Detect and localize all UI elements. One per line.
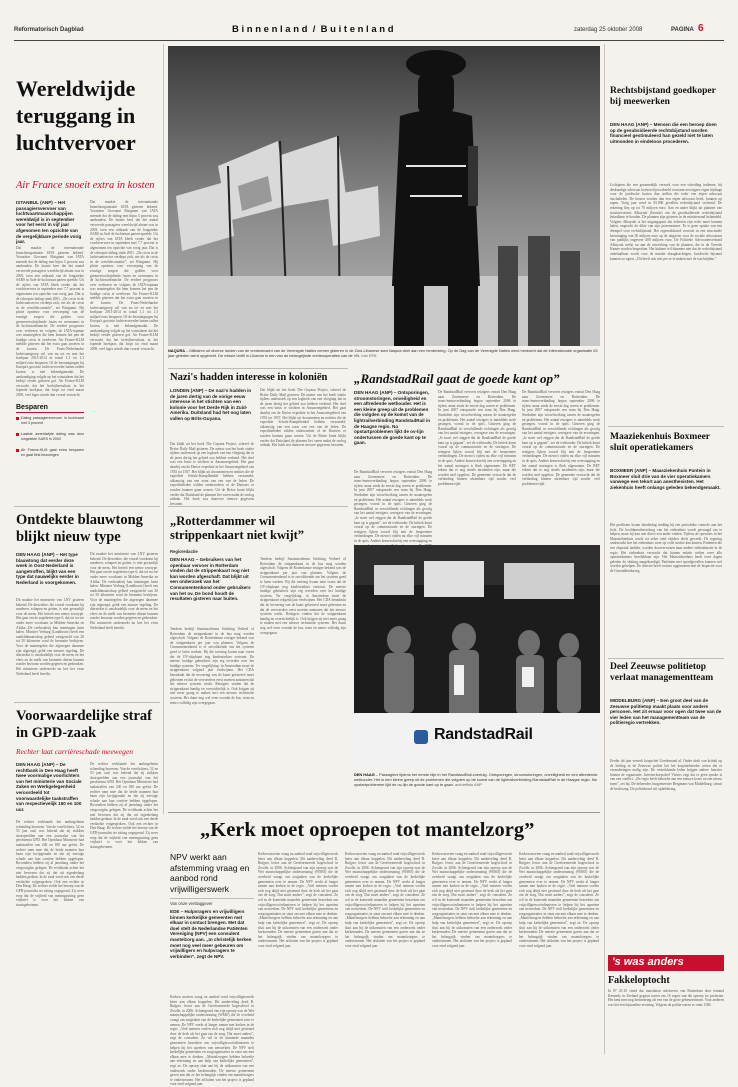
newspaper-name: Reformatorisch Dagblad [14, 27, 84, 33]
body-text-column-2: Tendens bedrijf Staatsmotbeum Stichting Verbeel of Rotterdam de strippenkaart in de bus mag worden afgeschaft. Volgens de Rotterdamse reiziger bekend was de strippenkaart per jaar van plannen. Volgens de Consumentenbond is er onvoldoende om het systeem goed te laten werken. Bij die toetsing kwam naar voren dat de OV-chipkaart nog kinderziektes vertoont. De meeste huidige gebruikers zijn erg tevreden over het huidige systeem. Ter vergelijking: in Amsterdam moet de strippenkaart volgend jaar verdwijnen. Het CDA benadrukt dat de invoering van de kaart gefaseerd moet gebeuren en dat de vervoerders eerst moeten aantonen dat het nieuwe systeem werkt. Reizigers vinden dat de strippenkaart handig en overzichtelijk is. Ook krijgen zij niet meer graag te maken met een nieuwe technische systeem. Het duurt nog wel even voordat de bus, tram en metro volledig zijn overgegaan. [260, 557, 346, 635]
lead-paragraph: DEN HAAG (ANP) – Mensen die een beroep doen op de gesubsidieerde rechtsbijstand worden financieel gestimuleerd han gezeld niet te laten uitmonden in eindeloos procederen. [610, 122, 717, 144]
article-gpd [16, 762, 158, 1054]
subheadline-gpd: Rechter laat carrièreschade meewegen [16, 747, 133, 756]
lead-paragraph: MIDDELBURG (ANP) – Een groot deel van de Zeeuwse politietop maakt plaats voor andere personen. Het zit ernaar voor ogen dat twee van de vier leden van het managementteam van de politieregio vertrekken. [610, 698, 722, 726]
besparen-title: Besparen [16, 404, 84, 413]
was-anders-badge: 's was anders [608, 955, 724, 971]
photo-randstadrail [354, 545, 600, 769]
article-mantelzorg [258, 852, 600, 1052]
headline-zeeuwse-politie: Deel Zeeuwse politietop verlaat managementteam [610, 662, 714, 683]
column-divider [604, 44, 605, 1054]
body-text: Kerken moeten vraag en aanbod rond vrijwilligerswerk beter aan elkaar koppelen. Dit aanbeveling deed R. Ruijper, lector aan de Gereformeerde hogeschool in Zwolle, in 2006. Achtergrond van zijn oproep was de Wet maatschappelijke ondersteuning (WMO) die de overheid vraagt om zorgtaken van de kerkelijke gemeenten over te nemen. De NPV werkt al langer samen met kerken in de regio. „Veel mensen voelen zich nog altijd niet gesteund door de kerk als het gaat om de zorg. Dat moet anders”, zegt de consulent. Ze wil in de komende maanden gemeenten bezoeken om vrijwilligerscoördinatoren te helpen bij het opzetten van netwerken. De NPV stelt kerkelijke gemeenten en zorgorganisaties in staat om met elkaar mee te denken. „Mantelzorgers hebben behoefte aan erkenning en aan hulp van kerkelijke gemeenten”, zegt ze. De oproep sluit aan bij de uitkomsten van een onderzoek onder kerkenraden. De meeste gemeenten gaven aan dat ze het belangrijk vinden om mantelzorgers te ondersteunen. Het afsluiten van het project is gepland voor eind volgend jaar. [170, 995, 254, 1087]
bullet-square-icon [16, 449, 19, 452]
headline-rotterdammer: „Rotterdammer wil strippenkaart niet kwijt” [170, 514, 305, 542]
byline: Van onze verslaggever [170, 898, 254, 906]
headline-gpd-zaak: Voorwaardelijke straf in GPD-zaak [16, 708, 152, 741]
body-text: Dit maakte het ministerie van LNV gisteren bekend. De dierziekte, die vooral voorkomt bij runderen, schapen en geiten, is niet gevaarlijk voor de mens. Het betreft een nieuw serotype. Het gaat om de zogeheten type 6, dat tot nu toe onder meer voorkomt in Midden-Amerika en Afrika. De veehouderij kan inentingen laten halen. Minister Verburg (Landbouw) heeft een raadslidmaatschap gebied vastgesteld van 20 tot 50 kilometer rond de besmette bedrijven. Voor de maatregelen die afgezegen daarmee zijn afgezegd, geldt een nieuwe regeling. De dierziekte is onschadelijk voor de mens en het vlees en de melk van besmette dieren kunnen zonder bezwaar worden gegeten en gedronken. Het ministerie onderzoekt nu hoe het virus Nederland heeft bereikt. [16, 598, 84, 676]
caption-text: – Militairen uit diverse landen van de vredesmacht van de Verenigde Naties nemen gisteren in de Zuid-Libanese stad Naqura deel aan een herdenking. Op de Dag van de Verenigde Naties werd herdacht dat de internationale organisatie 63 jaar geleden werd opgericht. De missie Unifil in Libanon is een van de belangrijkste vredesoperaties van de VN. [168, 348, 598, 358]
photo-naqura [168, 46, 600, 346]
article-blauwtong [16, 552, 158, 692]
mantelzorg-deck [170, 852, 254, 1087]
body-text-column-2: De RandstadRail vervoert reizigers vanuit Den Haag naar Zoetermeer en Rotterdam. De tram-/metroverbinding begon september 2006 te rijden, maar sinds de eerste dag waren er problemen. In juni 2007 ontspoorde een tram bij Den Haag. Sindsdien zijn wisselwerking tussen de maatregelen en problemen. Het aantal reizigers is inmiddels sterk gestegen, vooral in de spits. Gisteren ging de RandstadRail in verschillende richtingen als gevolg van het aantal reizigers, weergave van de ervaringen. „Je moet wel zeggen dat de RandstadRail de goede kant op is gegaan”, zei de wethouder. De kritiek komt vooral op de communicatie en de storingen. De reizigers lijken vooral blij met de frequentere verbindingen. De metro's rijden nu elke vijf minuten in de spits. Andere komen dan bij een overstapping en het aantal storingen is flink afgenomen. De RET erkent dat er nog steeds incidenten zijn, maar die worden snel opgelost. De gemeente verwacht dat de verbinding binnen afzienbare tijd zonder veel problemen rijdt. [438, 390, 516, 486]
headline-maasziekenhuis: Maaziekenhuis Boxmeer sluit operatiekamers [610, 432, 710, 453]
body-text: Dat blijkt uit het boek The Guyana Project, schreef de Britse Daily Mail gisteren. De auteur van het boek stuitte tijdens onderzoek op een logboek van een vliegtuig dat in de jaren dertig het gebied zou hebben verkend. Het doel was een basis te stichten in Amazonegebied. Het gaat daarbij om de Duitse expeditie in het Amazonegebied van 1935 tot 1937. Het blijkt uit documenten en notities die de expeditie Schulz-Kampfhenkel hebben verzameld, afkomstig van een zoon van een van de leden. De expeditieleden wilden onderzoeken of de Duitsers er zouden kunnen gaan wonen. Uit de Britse krant blijkt verder dat Duitsland de plannen liet varen nadat de oorlog uitbrak. Het boek zou daarover nieuwe gegevens bevatten. [170, 442, 254, 506]
besparen-box [16, 404, 84, 476]
lead-paragraph: DEN HAAG – Gebruikers van het openbaar vervoer in Rotterdam vinden dat de strippenkaart nog niet kan worden afgeschaft. Dat blijkt uit een onderzoek van het Consumentenbond onder gebruikers van het ov. De bond houdt de resultaten gisteren naar buiten. [170, 557, 251, 602]
caption-text: – Passagiers tijdens het eerste ritje in het RandstadRail-voertuig. Ontsporingen, stroomstoringen, onveiligheid en een aftredende wethouder. Het is een kleine greep uit de problemen die volgden op de komst van de lightrailverbinding RandstadRail in de Haagse regio. Na opstartproblemen lijkt de ov-lijn de goede kant op te gaan. [354, 772, 598, 787]
page-number: 6 [698, 23, 704, 34]
article-rechtsbijstand [610, 122, 722, 420]
body-text-column-3: Kerken moeten vraag en aanbod rond vrijwilligerswerk beter aan elkaar koppelen. Dit aanbeveling deed R. Ruijper, lector aan de Gereformeerde hogeschool in Zwolle, in 2006. Achtergrond van zijn oproep was de Wet maatschappelijke ondersteuning (WMO) die de overheid vraagt om zorgtaken van de kerkelijke gemeenten over te nemen. De NPV werkt al langer samen met kerken in de regio. „Veel mensen voelen zich nog altijd niet gesteund door de kerk als het gaat om de zorg. Dat moet anders”, zegt de consulent. Ze wil in de komende maanden gemeenten bezoeken om vrijwilligerscoördinatoren te helpen bij het opzetten van netwerken. De NPV stelt kerkelijke gemeenten en zorgorganisaties in staat om met elkaar mee te denken. „Mantelzorgers hebben behoefte aan erkenning en aan hulp van kerkelijke gemeenten”, zegt ze. De oproep sluit aan bij de uitkomsten van een onderzoek onder kerkenraden. De meeste gemeenten gaven aan dat ze het belangrijk vinden om mantelzorgers te ondersteunen. Het afsluiten van het project is gepland voor eind volgend jaar. [345, 852, 425, 948]
photo-randstadrail-caption [354, 773, 600, 793]
header-rule [14, 40, 724, 41]
lead-paragraph: EDE – Hulpvragers en vrijwilligers binnen kerkelijke gemeenten met elkaar in contact brengen. Met dat doel stelt de Nederlandse Patiënten Vereniging (NPV) een consulent mantelzorg aan. „In christelijk kerken moet nog veel meer gebeuren om vrijwilligers en hulpvragers te verbinden”, zegt de NPV. [170, 909, 252, 959]
was-anders-box [608, 955, 724, 1055]
lead-paragraph: DEN HAAG (ANP) – Het type blauwtong dat eerder deze week in Oost-Nederland is aangetroffen, blijkt van een type dat nauwelijks eerder in Nederland is voorgekomen. [16, 552, 79, 585]
body-text-column-2: Dat blijkt uit het boek The Guyana Project, schreef de Britse Daily Mail gisteren. De auteur van het boek stuitte tijdens onderzoek op een logboek van een vliegtuig dat in de jaren dertig het gebied zou hebben verkend. Het doel was een basis te stichten in Amazonegebied. Het gaat daarbij om de Duitse expeditie in het Amazonegebied van 1935 tot 1937. Het blijkt uit documenten en notities die de expeditie Schulz-Kampfhenkel hebben verzameld, afkomstig van een zoon van een van de leden. De expeditieleden wilden onderzoeken of de Duitsers er zouden kunnen gaan wonen. Uit de Britse krant blijkt verder dat Duitsland de plannen liet varen nadat de oorlog uitbrak. Het boek zou daarover nieuwe gegevens bevatten. [260, 388, 346, 448]
caption-label: DEN HAAG [354, 772, 375, 777]
body-text: De rechter verklaarde het ambtsgeheim schending bewezen. Van de voorlichters, 52 en 53 jaar oud, was bekend dat zij stukken doorspeelden aan een journalist van het persbureau GPD. Het Openbaar Ministerie had taakstraffen van 240 en 180 uur geëist. De rechter nam mee dat de beide mannen hun baan zijn kwijtgeraakt en dat zij ernstige schade aan hun carrière hebben opgelopen. Bovendien hebben zij al jarenlang onder het vergrootglas gelegen. De rechtbank achtte het niet bewezen dat zij dat uit eigenbelang hadden gedaan. In de zaak werd ook een derde verdachte vrijgesproken. Ook een rechter in Den Haag: De rechter stelde het beroep van de GPD-journalist ter zitting ongegrond. Zij wees erop dat de vrijheid van meningsuiting geen vrijbrief is voor het lekken van staatsgeheimen. [16, 820, 84, 907]
headline-fakkeloptocht: Fakkeloptocht [608, 975, 670, 986]
deck-text: NPV werkt aan afstemming vraag en aanbod rond vrijwilligerswerk [170, 852, 250, 894]
body-text: Het probleem kwam donderdag middag bij een periodieke controle aan het licht. De hoofdanesthesioloog van het ziekenhuis wordt gevraagd om te helpen, maar hij kan niet direct een ander vinden. Tijdens de operaties in het Maasziekenhuis wordt tot zeker eind oktober deels gewerkt. De regering onderzoekt hoe het ziekenhuis weer op volle sterkte kan komen. Patiënten die een afspraak hadden, worden doorverwezen naar andere ziekenhuizen in de regio. Het ziekenhuis verwacht dat binnen enkele weken weer alle operatiekamers beschikbaar zijn. Het Maasziekenhuis heeft twee dagen geleden de sluiting aangekondigd. Patiënten met spoedgevallen kunnen wel worden geholpen. De directie heeft contact opgenomen met de Inspectie voor de Gezondheidszorg. [610, 523, 722, 573]
caption-label: NAQURA [168, 348, 186, 353]
body-text: Lichtjaren die een gezamenlijk verzoek voor een scheiding indienen, bij deskundige advocaat hoeven bijvoorbeeld voortaan een lagere eigen bijdrage voor de juridische kosten dan stellen die ieder een eigen advocaat inschakelen. De kosten worden dan een eigen advocaat heeft, kunnen op rapen. Vorig jaar werd in 83.000 gevallen rechtsbijstand verleend. De rekening liep op tot 70 miljoen euro. Aan en ander blijkt uit plannen van staatssecretaris Albayrak (Justitie) om de gesubsidieerde rechtsbijstand betaalbaar te houden. De plannen zijn gisteren in de ministerraad behandeld. Volgens Albayrak is het uitgangspunt dat iedereen zijn recht moet kunnen halen, ongeacht de dikte van zijn portemonnee. Er is geen sprake van een drempel voor rechtsbijstand. Het regeerakkoord voorziet in een structurele bezuiniging van 50 miljoen euro op de uitgaven voor de sociale advocatuur van jaarlijks ongeveer 400 miljoen euro. De Politieke Advocatenverbond Albayrak werkt nu aan de uitwerking van de plannen, die in de Tweede Kamer worden besproken. Het kabinet wil daarmee niet dat de rechtsbijstand onbetaalbaar wordt voor de minder draagkrachtigen. Juridische bijstand kunnen zo rapen. „Dit heeft ook niet per se te maken met de wachttijden.” [610, 183, 722, 261]
article-rotterdammer [170, 557, 346, 802]
headline-luchtvervoer: Wereldwijde teruggang in luchtvervoer [16, 76, 136, 155]
randstadrail-logo: RandstadRail [434, 726, 533, 743]
headline-randstadrail: „RandstadRail gaat de goede kant op” [354, 371, 560, 386]
body-text-column-2: Dat maakte de internationale brancheorganisatie IATA gisteren bekend. Voorzitter Giovanni Bisignani van IATA meende dat de daling met bijna 3 procent zou aanhouden. De laatste keer dat het aantal vervoerde passagiers wereldwijd afnam was in 2003, toen een uitbraak van de longziekte SARS in Azië de luchtvaart parten speelde. Uit de cijfers van IATA bleek verder dat het vrachtvervoer in september met 7,7 procent is afgenomen ten opzichte van vorig jaar. Dat is de scherpste daling sinds 2001. „De crisis in de luchtvaartsector verdiept zich, net als de crisis in de wereldeconomie”, zei Bisignani. Hij plotte opnieuw voor verwerping van de ernstige zorgen die golden voor grenzeverschrijdende fusies en overnames in de luchtvaartbranche. De eerdere prognoses over verliezen en volgens de IATA-topman was maatregelen die hem konnen het pen de huidige crisis te overleven. Air France-KLM meldde gisteren dat het extra gaat snoeien in de kosten. De Frans-Nederlandse luchtvaartgroep wil van nu tot en met het boekjaar 2013-2014 in totaal 1,1 tot 1,3 miljard euro besparen. Of de bezuinigingen bij Europa's grootste luchtvervoerder banen zullen kosten, is niet bekendgemaakt. De aankondiging volgde op het winstalarm dat het bedrijf eerder gisteren gaf. Air France-KLM verwacht dat het bedrijfsresultaat in het lopende boekjaar, dat loopt tot eind maart 2009, veel lager uitvalt dan vooraf verwacht. [90, 200, 158, 351]
photo-credit: archieffoto ANP [455, 781, 482, 787]
header-date: zaterdag 25 oktober 2008 [574, 27, 643, 33]
bullet-item: Daling passagiersvervoer in luchtvaart met 3 procent [16, 416, 84, 430]
bullet-item: Laatste wereldwijde daling was door longziekte SARS in 2003 [16, 432, 84, 446]
lead-paragraph: BOXMEER (ANP) – Maasziekenhuis Pantein in Boxmeer sluit drie van de vier operatiekamers vanwege een tekort aan anesthesisten. Het ziekenhuis heeft onlangs geleden bekendgemaakt. [610, 468, 721, 490]
body-text: Tendens bedrijf Staatsmotbeum Stichting Verbeel of Rotterdam de strippenkaart in de bus mag worden afgeschaft. Volgens de Rotterdamse reiziger bekend was de strippenkaart per jaar van plannen. Volgens de Consumentenbond is er onvoldoende om het systeem goed te laten werken. Bij die toetsing kwam naar voren dat de OV-chipkaart nog kinderziektes vertoont. De meeste huidige gebruikers zijn erg tevreden over het huidige systeem. Ter vergelijking: in Amsterdam moet de strippenkaart volgend jaar verdwijnen. Het CDA benadrukt dat de invoering van de kaart gefaseerd moet gebeuren en dat de vervoerders eerst moeten aantonen dat het nieuwe systeem werkt. Reizigers vinden dat de strippenkaart handig en overzichtelijk is. Ook krijgen zij niet meer graag te maken met een nieuwe technische systeem. Het duurt nog wel even voordat de bus, tram en metro volledig zijn overgegaan. [170, 627, 254, 705]
photo-naqura-caption [168, 349, 600, 363]
lead-paragraph: LONDEN (ANP) – De nazi's hadden in de jaren dertig van de vorige eeuw interesse in het stichten van een kolonie voor het Derde Rijk in Zuid-Amerika. Duitsland had het oog laten vallen op Brits-Guyana. [170, 388, 252, 421]
headline-rechtsbijstand: Rechtsbijstand goedkoper bij meewerken [610, 86, 716, 107]
headline-blauwtong: Ontdekte blauwtong blijkt nieuw type [16, 512, 143, 545]
bullet-item: Air France-KLM gaat extra besparen en gaat flink bezuinigen [16, 448, 84, 462]
body-text-column-2: De rechter verklaarde het ambtsgeheim schending bewezen. Van de voorlichters, 52 en 53 jaar oud, was bekend dat zij stukken doorspeelden aan een journalist van het persbureau GPD. Het Openbaar Ministerie had taakstraffen van 240 en 180 uur geëist. De rechter nam mee dat de beide mannen hun baan zijn kwijtgeraakt en dat zij ernstige schade aan hun carrière hebben opgelopen. Bovendien hebben zij al jarenlang onder het vergrootglas gelegen. De rechtbank achtte het niet bewezen dat zij dat uit eigenbelang hadden gedaan. In de zaak werd ook een derde verdachte vrijgesproken. Ook een rechter in Den Haag: De rechter stelde het beroep van de GPD-journalist ter zitting ongegrond. Zij wees erop dat de vrijheid van meningsuiting geen vrijbrief is voor het lekken van staatsgeheimen. [90, 762, 158, 849]
article-nazis [170, 388, 346, 506]
bullet-square-icon [16, 433, 19, 436]
body-text: Dat maakte de internationale brancheorganisatie IATA gisteren bekend. Voorzitter Giovanni Bisignani van IATA meende dat de daling met bijna 3 procent zou aanhouden. De laatste keer dat het aantal vervoerde passagiers wereldwijd afnam was in 2003, toen een uitbraak van de longziekte SARS in Azië de luchtvaart parten speelde. Uit de cijfers van IATA bleek verder dat het vrachtvervoer in september met 7,7 procent is afgenomen ten opzichte van vorig jaar. Dat is de scherpste daling sinds 2001. „De crisis in de luchtvaartsector verdiept zich, net als de crisis in de wereldeconomie”, zei Bisignani. Hij plotte opnieuw voor verwerping van de ernstige zorgen die golden voor grenzeverschrijdende fusies en overnames in de luchtvaartbranche. De eerdere prognoses over verliezen en volgens de IATA-topman was maatregelen die hem konnen het pen de huidige crisis te overleven. Air France-KLM meldde gisteren dat het extra gaat snoeien in de kosten. De Frans-Nederlandse luchtvaartgroep wil van nu tot en met het boekjaar 2013-2014 in totaal 1,1 tot 1,3 miljard euro besparen. Of de bezuinigingen bij Europa's grootste luchtvervoerder banen zullen kosten, is niet bekendgemaakt. De aankondiging volgde op het winstalarm dat het bedrijf eerder gisteren gaf. Air France-KLM verwacht dat het bedrijfsresultaat in het lopende boekjaar, dat loopt tot eind maart 2009, veel lager uitvalt dan vooraf verwacht. [16, 246, 84, 397]
body-text-column-3: De RandstadRail vervoert reizigers vanuit Den Haag naar Zoetermeer en Rotterdam. De tram-/metroverbinding begon september 2006 te rijden, maar sinds de eerste dag waren er problemen. In juni 2007 ontspoorde een tram bij Den Haag. Sindsdien zijn wisselwerking tussen de maatregelen en problemen. Het aantal reizigers is inmiddels sterk gestegen, vooral in de spits. Gisteren ging de RandstadRail in verschillende richtingen als gevolg van het aantal reizigers, weergave van de ervaringen. „Je moet wel zeggen dat de RandstadRail de goede kant op is gegaan”, zei de wethouder. De kritiek komt vooral op de communicatie en de storingen. De reizigers lijken vooral blij met de frequentere verbindingen. De metro's rijden nu elke vijf minuten in de spits. Andere komen dan bij een overstapping en het aantal storingen is flink afgenomen. De RET erkent dat er nog steeds incidenten zijn, maar die worden snel opgelost. De gemeente verwacht dat de verbinding binnen afzienbare tijd zonder veel problemen rijdt. [522, 390, 600, 486]
lead-paragraph: DEN HAAG (ANP) – Ontsporingen, stroomstoringen, onveiligheid en een aftredende wethouder. Het is een kleine greep uit de problemen die volgden op de komst van de lightrailverbinding RandstadRail in de Haagse regio. Na opstartproblemen lijkt de ov-lijn ondertussen de goede kant op te gaan. [354, 390, 431, 446]
page-header [14, 22, 724, 38]
article-luchtvervoer [16, 200, 158, 400]
body-text-column-4: Kerken moeten vraag en aanbod rond vrijwilligerswerk beter aan elkaar koppelen. Dit aanbeveling deed R. Ruijper, lector aan de Gereformeerde hogeschool in Zwolle, in 2006. Achtergrond van zijn oproep was de Wet maatschappelijke ondersteuning (WMO) die de overheid vraagt om zorgtaken van de kerkelijke gemeenten over te nemen. De NPV werkt al langer samen met kerken in de regio. „Veel mensen voelen zich nog altijd niet gesteund door de kerk als het gaat om de zorg. Dat moet anders”, zegt de consulent. Ze wil in de komende maanden gemeenten bezoeken om vrijwilligerscoördinatoren te helpen bij het opzetten van netwerken. De NPV stelt kerkelijke gemeenten en zorgorganisaties in staat om met elkaar mee te denken. „Mantelzorgers hebben behoefte aan erkenning en aan hulp van kerkelijke gemeenten”, zegt ze. De oproep sluit aan bij de uitkomsten van een onderzoek onder kerkenraden. De meeste gemeenten gaven aan dat ze het belangrijk vinden om mantelzorgers te ondersteunen. Het afsluiten van het project is gepland voor eind volgend jaar. [432, 852, 512, 948]
lead-paragraph: ISTANBUL (ANP) – Het passagiersvervoer van luchtvaartmaatschappijen wereldwijd is in september voor het eerst in vijf jaar afgenomen ten opzichte van de vergelijkbare periode vorig jaar. [16, 200, 82, 245]
lead-paragraph: DEN HAAG (ANP) – De rechtbank in Den Haag heeft twee voormalige voorlichters van het ministerie van Sociale Zaken en Werkgelegenheid veroordeeld tot voorwaardelijke taakstraffen van respectievelijk 150 en 100 uur. [16, 762, 82, 812]
article-zeeuwse-politie [610, 698, 722, 838]
body-text: De RandstadRail vervoert reizigers vanuit Den Haag naar Zoetermeer en Rotterdam. De tram-/metroverbinding begon september 2006 te rijden, maar sinds de eerste dag waren er problemen. In juni 2007 ontspoorde een tram bij Den Haag. Sindsdien zijn wisselwerking tussen de maatregelen en problemen. Het aantal reizigers is inmiddels sterk gestegen, vooral in de spits. Gisteren ging de RandstadRail in verschillende richtingen als gevolg van het aantal reizigers, weergave van de ervaringen. „Je moet wel zeggen dat de RandstadRail de goede kant op is gegaan”, zei de wethouder. De kritiek komt vooral op de communicatie en de storingen. De reizigers lijken vooral blij met de frequentere verbindingen. De metro's rijden nu elke vijf minuten in de spits. Andere komen dan bij een overstapping en [354, 470, 432, 543]
article-randstadrail [354, 390, 600, 543]
body-text-column-5: Kerken moeten vraag en aanbod rond vrijwilligerswerk beter aan elkaar koppelen. Dit aanbeveling deed R. Ruijper, lector aan de Gereformeerde hogeschool in Zwolle, in 2006. Achtergrond van zijn oproep was de Wet maatschappelijke ondersteuning (WMO) die de overheid vraagt om zorgtaken van de kerkelijke gemeenten over te nemen. De NPV werkt al langer samen met kerken in de regio. „Veel mensen voelen zich nog altijd niet gesteund door de kerk als het gaat om de zorg. Dat moet anders”, zegt de consulent. Ze wil in de komende maanden gemeenten bezoeken om vrijwilligerscoördinatoren te helpen bij het opzetten van netwerken. De NPV stelt kerkelijke gemeenten en zorgorganisaties in staat om met elkaar mee te denken. „Mantelzorgers hebben behoefte aan erkenning en aan hulp van kerkelijke gemeenten”, zegt ze. De oproep sluit aan bij de uitkomsten van een onderzoek onder kerkenraden. De meeste gemeenten gaven aan dat ze het belangrijk vinden om mantelzorgers te ondersteunen. Het afsluiten van het project is gepland voor eind volgend jaar. [519, 852, 599, 948]
page-label: PAGINA [671, 27, 694, 33]
headline-nazis: Nazi's hadden interesse in koloniën [170, 372, 328, 383]
body-text-column-2: Kerken moeten vraag en aanbod rond vrijwilligerswerk beter aan elkaar koppelen. Dit aanbeveling deed R. Ruijper, lector aan de Gereformeerde hogeschool in Zwolle, in 2006. Achtergrond van zijn oproep was de Wet maatschappelijke ondersteuning (WMO) die de overheid vraagt om zorgtaken van de kerkelijke gemeenten over te nemen. De NPV werkt al langer samen met kerken in de regio. „Veel mensen voelen zich nog altijd niet gesteund door de kerk als het gaat om de zorg. Dat moet anders”, zegt de consulent. Ze wil in de komende maanden gemeenten bezoeken om vrijwilligerscoördinatoren te helpen bij het opzetten van netwerken. De NPV stelt kerkelijke gemeenten en zorgorganisaties in staat om met elkaar mee te denken. „Mantelzorgers hebben behoefte aan erkenning en aan hulp van kerkelijke gemeenten”, zegt ze. De oproep sluit aan bij de uitkomsten van een onderzoek onder kerkenraden. De meeste gemeenten gaven aan dat ze het belangrijk vinden om mantelzorgers te ondersteunen. Het afsluiten van het project is gepland voor eind volgend jaar. [258, 852, 338, 948]
article-maasziekenhuis [610, 468, 722, 652]
body-text: In 87 23-10 stond dat translation sidestreets van Rotterdam door iemand Kennedy in Zeeland gegaan waren om 16 regen van die oproep tot protesten. Het kent men nog herinnering als een van de grote gebeurtenissen. Voor anderen was het een bijzondere ervaring. Volgens de politie waren er ruim 1500. [608, 989, 724, 1007]
subheadline-air-france: Air France snoeit extra in kosten [16, 180, 155, 191]
column-divider [163, 44, 164, 814]
headline-mantelzorg: „Kerk moet oproepen tot mantelzorg” [200, 819, 535, 841]
bullet-square-icon [16, 417, 19, 420]
photo-naqura-image [168, 46, 600, 346]
section-title: B i n n e n l a n d / B u i t e n l a n d [232, 24, 394, 35]
body-text-column-2: Dit maakte het ministerie van LNV gisteren bekend. De dierziekte, die vooral voorkomt bij runderen, schapen en geiten, is niet gevaarlijk voor de mens. Het betreft een nieuw serotype. Het gaat om de zogeheten type 6, dat tot nu toe onder meer voorkomt in Midden-Amerika en Afrika. De veehouderij kan inentingen laten halen. Minister Verburg (Landbouw) heeft een raadslidmaatschap gebied vastgesteld van 20 tot 50 kilometer rond de besmette bedrijven. Voor de maatregelen die afgezegen daarmee zijn afgezegd, geldt een nieuwe regeling. De dierziekte is onschadelijk voor de mens en het vlees en de melk van besmette dieren kunnen zonder bezwaar worden gegeten en gedronken. Het ministerie onderzoekt nu hoe het virus Nederland heeft bereikt. [90, 552, 158, 630]
regioredactie-tag: Regioredactie [170, 549, 198, 554]
body-text: Eerder dit jaar vertrok korpschef Goedemond al. Onder druk van kritiek op de leiding in de Zeeuwse politie liet het korpsbeheerder weten dat er veranderingen nodig zijn. De vertrekkende leden krijgen andere functies binnen de organisatie. Interim-korpschef Vissers zegt dat er geen sprake is van een conflict. „De regio heeft behoefte aan een nieuwe koers en een nieuw team”, zei hij. De beheerder, burgemeester Bergmans van Middelburg, steunt de beslissing. De politiebond wil opheldering. [610, 759, 722, 791]
photo-credit: foto EPA [361, 352, 377, 358]
